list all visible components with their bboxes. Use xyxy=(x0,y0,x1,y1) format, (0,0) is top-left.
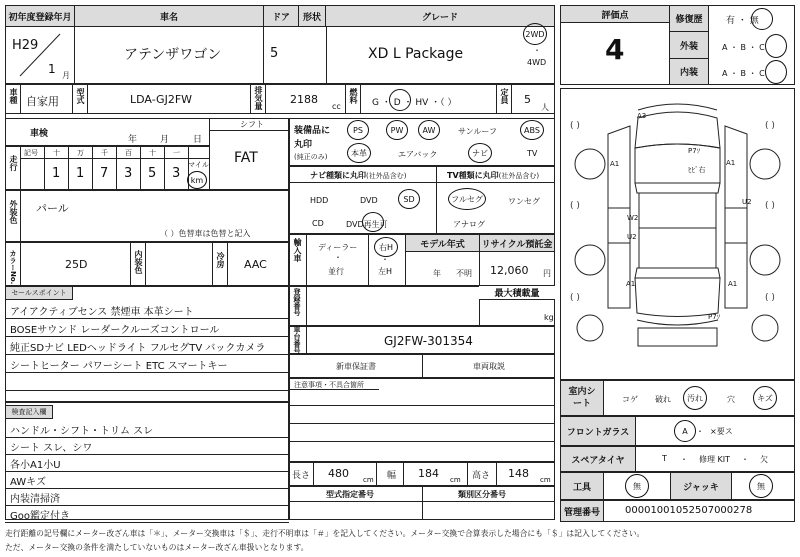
reg-month-unit: 月 xyxy=(62,71,70,80)
repair-none-circle xyxy=(751,8,773,30)
damage-mark: A1 xyxy=(626,280,636,288)
recycle-value: 12,060 xyxy=(490,264,529,277)
damage-mark: A1 xyxy=(728,280,738,288)
shaken-year-unit: 年 xyxy=(128,135,138,145)
spare-t: T xyxy=(662,454,667,463)
damage-mark: U2 xyxy=(627,233,637,241)
shape-label: 形状 xyxy=(302,12,321,23)
seat-header: 室内シート xyxy=(560,380,604,416)
shaken-day-unit: 日 xyxy=(193,135,203,145)
reg-no-label: 登録番号 xyxy=(293,288,301,316)
mileage-label: 走行 xyxy=(9,155,18,171)
sales-point-line: シートヒーター パワーシート ETC スマートキー xyxy=(10,361,228,372)
length-unit: cm xyxy=(363,476,374,484)
navi-type-label: ナビ種類に丸印(社外品含む) xyxy=(310,171,407,180)
tv-analog: アナログ xyxy=(453,220,485,229)
equip-navi: ナビ xyxy=(468,143,492,163)
mgmt-header: 管理番号 xyxy=(560,500,604,522)
glass-a: A xyxy=(674,420,696,442)
length-label: 長さ xyxy=(292,471,311,481)
seat-burn: コゲ xyxy=(622,395,638,404)
mileage-digit-header: 万 xyxy=(77,149,84,157)
displacement-value: 2188 xyxy=(290,93,318,106)
width-unit: cm xyxy=(450,476,461,484)
max-load-header: 最大積載量 xyxy=(479,286,555,300)
navi-dvd-play-circle xyxy=(362,212,384,232)
equip-leather: 本革 xyxy=(347,143,371,163)
capacity-value: 5 xyxy=(524,93,531,106)
first-reg-header xyxy=(5,5,75,27)
reg-month: 1 xyxy=(48,62,56,76)
displacement-unit: cc xyxy=(332,102,341,111)
class-no-label: 類別区分番号 xyxy=(458,490,506,499)
import-right-hand: 右H xyxy=(374,237,398,257)
mileage-digit-header: 一 xyxy=(173,149,180,157)
seat-tear: 破れ xyxy=(655,395,671,404)
model-value: LDA-GJ2FW xyxy=(130,93,193,106)
spare-header: スペアタイヤ xyxy=(560,446,636,472)
svg-text:( ): ( ) xyxy=(765,201,775,211)
score-value: 4 xyxy=(605,33,625,66)
mileage-digit: 7 xyxy=(100,166,109,181)
navi-sd: SD xyxy=(398,189,420,209)
drive-4wd: 4WD xyxy=(527,58,547,67)
seat-stain: 汚れ xyxy=(683,386,707,410)
mileage-digit: 5 xyxy=(148,166,157,181)
chassis-label: 車台番号 xyxy=(293,326,301,354)
spare-kit: 修理 KIT xyxy=(699,455,731,464)
repair-header: 修復歴 xyxy=(669,5,709,32)
mileage-digit-header: 記号 xyxy=(24,149,38,157)
svg-text:( ): ( ) xyxy=(765,121,775,131)
doors-value: 5 xyxy=(270,46,279,61)
glass-dot: ・ xyxy=(696,427,704,436)
sales-point-line: 純正SDナビ LEDヘッドライト フルセグTV バックカメラ xyxy=(10,343,266,354)
damage-mark: W2 xyxy=(627,214,639,222)
damage-mark: A3 xyxy=(637,112,647,120)
model-year-header: モデル年式 xyxy=(405,234,480,252)
equip-abs: ABS xyxy=(520,120,544,140)
model-year-unit: 年 xyxy=(433,269,441,278)
equip-sunroof: サンルーフ xyxy=(458,127,497,136)
navi-dvd: DVD xyxy=(360,196,378,205)
max-load-unit: kg xyxy=(544,313,554,322)
ac-value: AAC xyxy=(244,258,267,271)
import-dot: ・ xyxy=(334,253,342,262)
drive-2wd-circle xyxy=(523,23,547,45)
damage-mark: A1 xyxy=(610,160,620,168)
navi-dvd-play: DVD再生可 xyxy=(346,220,388,229)
svg-text:( ): ( ) xyxy=(570,293,580,303)
model-label: 型式 xyxy=(76,88,85,104)
car-name-header xyxy=(74,5,264,27)
car-name-label: 車名 xyxy=(159,12,178,23)
mileage-km-circle xyxy=(187,171,207,189)
capacity-label: 定員 xyxy=(500,88,509,104)
sales-point-line: BOSEサウンド レーダークルーズコントロール xyxy=(10,325,220,336)
damage-mark: A1 xyxy=(726,159,736,167)
mileage-digit: 3 xyxy=(172,166,181,181)
car-diagram xyxy=(560,88,795,380)
glass-needs-repair: ×要ス xyxy=(710,427,733,436)
shift-label: シフト xyxy=(240,120,264,129)
import-parallel: 並行 xyxy=(328,267,344,276)
mileage-digit-header: 十 xyxy=(149,149,156,157)
damage-mark: P7ｿ xyxy=(708,313,721,321)
equip-ps: PS xyxy=(347,120,369,140)
import-dot2: ・ xyxy=(381,255,389,264)
mileage-unit-mile: マイル xyxy=(188,161,209,169)
use-label: 車種 xyxy=(9,88,18,104)
drive-dot: ・ xyxy=(533,46,541,55)
recycle-yen: 円 xyxy=(543,269,551,278)
interior-color-label: 内装色 xyxy=(134,250,143,274)
equipment-label: 装備品に丸印 xyxy=(294,126,331,150)
spare-dot1: ・ xyxy=(680,455,688,464)
import-dealer: ディーラー xyxy=(318,243,358,252)
inspector-line: Goo鑑定付き xyxy=(10,511,70,522)
exterior-c-circle xyxy=(765,34,787,58)
exterior-options: A ・ B ・ C xyxy=(722,43,765,52)
mileage-digit: 1 xyxy=(52,166,61,181)
fuel-label: 燃料 xyxy=(349,88,358,104)
equip-airbag: エアバック xyxy=(398,150,438,159)
tv-fullseg: フルセグ xyxy=(448,188,486,210)
jack-header: ジャッキ xyxy=(670,472,732,500)
car-name-value: アテンザワゴン xyxy=(124,47,222,63)
score-header: 評価点 xyxy=(560,5,670,23)
grade-value: XD L Package xyxy=(368,46,464,62)
navi-cd: CD xyxy=(312,219,324,228)
tv-type-label: TV種類に丸印(社外品含む) xyxy=(447,171,540,180)
inspector-line: 各小A1小U xyxy=(10,460,61,471)
jack-none: 無 xyxy=(749,474,773,498)
equip-tv: TV xyxy=(527,149,538,158)
mileage-digit: 3 xyxy=(124,166,133,181)
grade-header xyxy=(325,5,555,27)
notes-label: 注意事項・不具合箇所 xyxy=(294,381,364,389)
equip-pw: PW xyxy=(386,120,408,140)
recycle-header: リサイクル預託金 xyxy=(479,234,555,252)
fuel-diesel-circle xyxy=(389,89,411,111)
mileage-unit-km: km xyxy=(190,175,204,185)
inspector-line: 内装清掃済 xyxy=(10,494,60,505)
shaken-month-unit: 月 xyxy=(160,135,170,145)
spare-none: 欠 xyxy=(760,455,768,464)
first-reg-label: 初年度登録年月 xyxy=(8,12,72,23)
damage-mark: U2 xyxy=(742,198,752,206)
mileage-digit: 1 xyxy=(76,166,85,181)
chassis-value: GJ2FW-301354 xyxy=(384,334,473,348)
tools-header: 工具 xyxy=(560,472,604,500)
shaken-label: 車検 xyxy=(30,129,49,139)
mgmt-number: 00001001052507000278 xyxy=(625,505,753,516)
shape-header xyxy=(298,5,326,27)
sales-points-header: セールスポイント xyxy=(5,286,73,300)
manual-label: 車両取説 xyxy=(473,362,505,371)
mileage-digit-header: 千 xyxy=(101,149,108,157)
drive-2wd: 2WD xyxy=(525,29,545,39)
capacity-unit: 人 xyxy=(541,103,549,112)
fuel-options: G ・ D ・ HV ・（ ） xyxy=(372,98,457,108)
footer-line-1: 走行距離の記号欄にメーター改ざん車は「＊」、メーター交換車は「＄」、走行不明車は「＃」を記入してください。メーター交換で合算表示した場合にも「＄」は記入してください。 xyxy=(5,529,645,538)
grade-label: グレード xyxy=(421,12,458,23)
mileage-digit-header: 十 xyxy=(53,149,60,157)
model-year-unknown: 不明 xyxy=(456,269,472,278)
inspector-header: 検査記入欄 xyxy=(5,405,53,419)
interior-c-circle xyxy=(765,60,787,84)
inspector-line: AWキズ xyxy=(10,477,46,488)
navi-hdd: HDD xyxy=(310,196,329,205)
ac-label: 冷房 xyxy=(216,252,225,268)
length-value: 480 xyxy=(328,467,349,480)
interior-header: 内装 xyxy=(669,58,709,85)
width-label: 幅 xyxy=(387,471,397,481)
footer-line-2: ただ、メーター交換の条件を満たしていないものはメーター改ざん車扱いとなります。 xyxy=(5,543,309,552)
seat-scratch: キズ xyxy=(753,386,777,410)
height-label: 高さ xyxy=(472,471,491,481)
svg-text:( ): ( ) xyxy=(570,201,580,211)
damage-mark: P7ｿ xyxy=(688,147,701,155)
height-value: 148 xyxy=(508,467,529,480)
svg-text:( ): ( ) xyxy=(570,121,580,131)
color-code-value: 25D xyxy=(65,258,88,271)
tv-oneseg: ワンセグ xyxy=(508,197,540,206)
equipment-sub: (純正のみ) xyxy=(294,153,328,161)
svg-text:( ): ( ) xyxy=(765,293,775,303)
import-left-hand: 左H xyxy=(378,267,393,276)
type-no-label: 型式指定番号 xyxy=(326,490,374,499)
height-unit: cm xyxy=(540,476,551,484)
width-value: 184 xyxy=(418,467,439,480)
exterior-header: 外装 xyxy=(669,31,709,59)
damage-mark: ﾋﾋﾞ右 xyxy=(688,166,706,174)
interior-options: A ・ B ・ C xyxy=(722,69,765,78)
color-code-label: カラーNo. xyxy=(9,250,17,285)
color-note: （ ）色替車は色替と記入 xyxy=(160,229,251,238)
sales-point-line: アイアクティブセンス 禁煙車 本革シート xyxy=(10,307,194,318)
notes-block xyxy=(289,378,555,462)
shift-value: FAT xyxy=(234,150,258,166)
use-value: 自家用 xyxy=(26,95,59,108)
spare-dot2: ・ xyxy=(741,455,749,464)
door-label: ドア xyxy=(272,12,290,23)
mileage-digit-header: 百 xyxy=(125,149,132,157)
seat-hole: 穴 xyxy=(727,395,735,404)
color-label: 外装色 xyxy=(9,200,18,224)
tools-none: 無 xyxy=(625,474,649,498)
door-header xyxy=(263,5,299,27)
import-label: 輸入車 xyxy=(293,238,302,262)
color-value: パール xyxy=(36,202,69,215)
inspector-line: シート スレ、シワ xyxy=(10,443,93,454)
displacement-label: 排気量 xyxy=(254,86,263,110)
inspector-line: ハンドル・シフト・トリム スレ xyxy=(10,426,154,437)
glass-header: フロントガラス xyxy=(560,416,636,446)
warranty-label: 新車保証書 xyxy=(336,362,376,371)
era-year: H29 xyxy=(12,38,39,53)
repair-options: 有 ・ 無 xyxy=(726,16,759,26)
equip-aw: AW xyxy=(418,120,440,140)
